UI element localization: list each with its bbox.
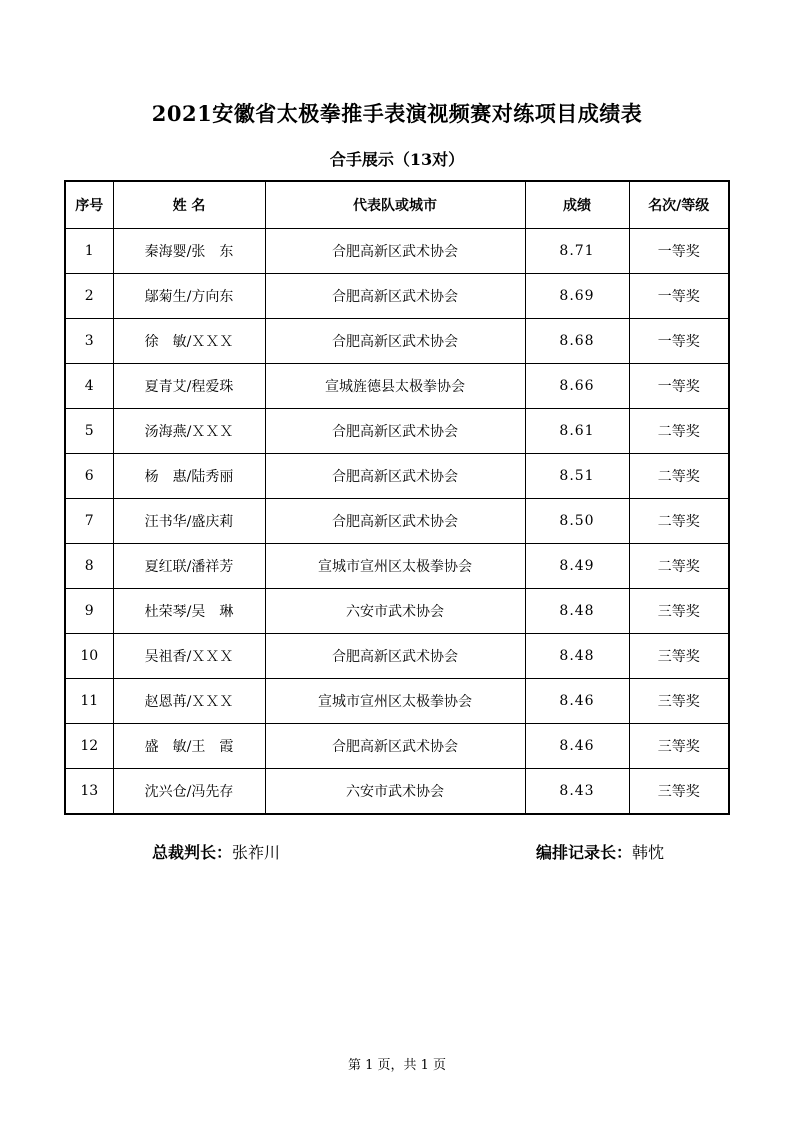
cell-rank: 三等奖: [629, 589, 729, 634]
cell-team: 合肥高新区武术协会: [265, 409, 525, 454]
cell-score: 8.71: [525, 229, 629, 274]
table-row: [65, 364, 729, 409]
cell-score: 8.48: [525, 634, 629, 679]
header-score: 成绩: [525, 181, 629, 229]
results-table: [64, 180, 730, 815]
cell-rank: 一等奖: [629, 274, 729, 319]
cell-rank: 一等奖: [629, 364, 729, 409]
cell-rank: 三等奖: [629, 634, 729, 679]
cell-rank: 二等奖: [629, 409, 729, 454]
cell-no: 12: [65, 724, 113, 769]
chief-judge-name: 张祚川: [232, 843, 281, 862]
cell-no: 8: [65, 544, 113, 589]
cell-name: 沈兴仓/冯先存: [113, 769, 265, 815]
cell-team: 合肥高新区武术协会: [265, 454, 525, 499]
cell-name: 汤海燕/ＸＸＸ: [113, 409, 265, 454]
table-row: [65, 589, 729, 634]
cell-no: 9: [65, 589, 113, 634]
table-row: [65, 544, 729, 589]
document-subtitle: 合手展示（13对）: [329, 150, 465, 169]
table-row: [65, 499, 729, 544]
cell-rank: 三等奖: [629, 769, 729, 815]
header-name: 姓 名: [113, 181, 265, 229]
cell-name: 吴祖香/ＸＸＸ: [113, 634, 265, 679]
table-row: [65, 409, 729, 454]
cell-team: 合肥高新区武术协会: [265, 274, 525, 319]
recorder-line: [536, 840, 664, 863]
cell-team: 宣城市宣州区太极拳协会: [265, 544, 525, 589]
cell-rank: 二等奖: [629, 499, 729, 544]
table-row: [65, 454, 729, 499]
cell-name: 夏青艾/程爱珠: [113, 364, 265, 409]
cell-score: 8.48: [525, 589, 629, 634]
cell-no: 2: [65, 274, 113, 319]
cell-rank: 三等奖: [629, 679, 729, 724]
cell-team: 六安市武术协会: [265, 769, 525, 815]
cell-rank: 三等奖: [629, 724, 729, 769]
cell-score: 8.50: [525, 499, 629, 544]
header-team: 代表队或城市: [265, 181, 525, 229]
header-no: 序号: [65, 181, 113, 229]
cell-team: 宣城旌德县太极拳协会: [265, 364, 525, 409]
cell-name: 汪书华/盛庆莉: [113, 499, 265, 544]
cell-rank: 二等奖: [629, 454, 729, 499]
cell-score: 8.51: [525, 454, 629, 499]
recorder-name: 韩忱: [632, 843, 665, 862]
table-row: [65, 274, 729, 319]
cell-name: 盛 敏/王 霞: [113, 724, 265, 769]
cell-team: 合肥高新区武术协会: [265, 229, 525, 274]
cell-score: 8.49: [525, 544, 629, 589]
cell-team: 合肥高新区武术协会: [265, 634, 525, 679]
cell-no: 4: [65, 364, 113, 409]
cell-no: 1: [65, 229, 113, 274]
table-row: [65, 679, 729, 724]
cell-no: 10: [65, 634, 113, 679]
cell-name: 赵恩苒/ＸＸＸ: [113, 679, 265, 724]
cell-team: 合肥高新区武术协会: [265, 499, 525, 544]
table-header-row: [65, 181, 729, 229]
cell-no: 6: [65, 454, 113, 499]
cell-score: 8.46: [525, 724, 629, 769]
table-row: [65, 319, 729, 364]
cell-no: 13: [65, 769, 113, 815]
cell-name: 杜荣琴/吴 琳: [113, 589, 265, 634]
cell-name: 杨 惠/陆秀丽: [113, 454, 265, 499]
cell-no: 11: [65, 679, 113, 724]
cell-team: 六安市武术协会: [265, 589, 525, 634]
cell-team: 合肥高新区武术协会: [265, 319, 525, 364]
cell-name: 徐 敏/ＸＸＸ: [113, 319, 265, 364]
cell-score: 8.61: [525, 409, 629, 454]
cell-score: 8.69: [525, 274, 629, 319]
chief-judge-label: 总裁判长：: [152, 843, 233, 862]
table-row: [65, 229, 729, 274]
cell-team: 合肥高新区武术协会: [265, 724, 525, 769]
cell-rank: 二等奖: [629, 544, 729, 589]
cell-score: 8.66: [525, 364, 629, 409]
cell-no: 3: [65, 319, 113, 364]
cell-score: 8.68: [525, 319, 629, 364]
cell-no: 7: [65, 499, 113, 544]
page-number: 第 1 页，共 1 页: [347, 1058, 447, 1073]
header-rank: 名次/等级: [629, 181, 729, 229]
table-row: [65, 724, 729, 769]
cell-no: 5: [65, 409, 113, 454]
document-title: 2021安徽省太极拳推手表演视频赛对练项目成绩表: [151, 101, 643, 126]
recorder-label: 编排记录长：: [536, 843, 633, 862]
cell-name: 鄔菊生/方向东: [113, 274, 265, 319]
table-row: [65, 634, 729, 679]
cell-name: 秦海婴/张 东: [113, 229, 265, 274]
chief-judge-line: [152, 840, 280, 863]
cell-rank: 一等奖: [629, 319, 729, 364]
cell-team: 宣城市宣州区太极拳协会: [265, 679, 525, 724]
cell-score: 8.43: [525, 769, 629, 815]
table-body: [65, 229, 729, 815]
cell-score: 8.46: [525, 679, 629, 724]
table-row: [65, 769, 729, 815]
cell-name: 夏红联/潘祥芳: [113, 544, 265, 589]
cell-rank: 一等奖: [629, 229, 729, 274]
